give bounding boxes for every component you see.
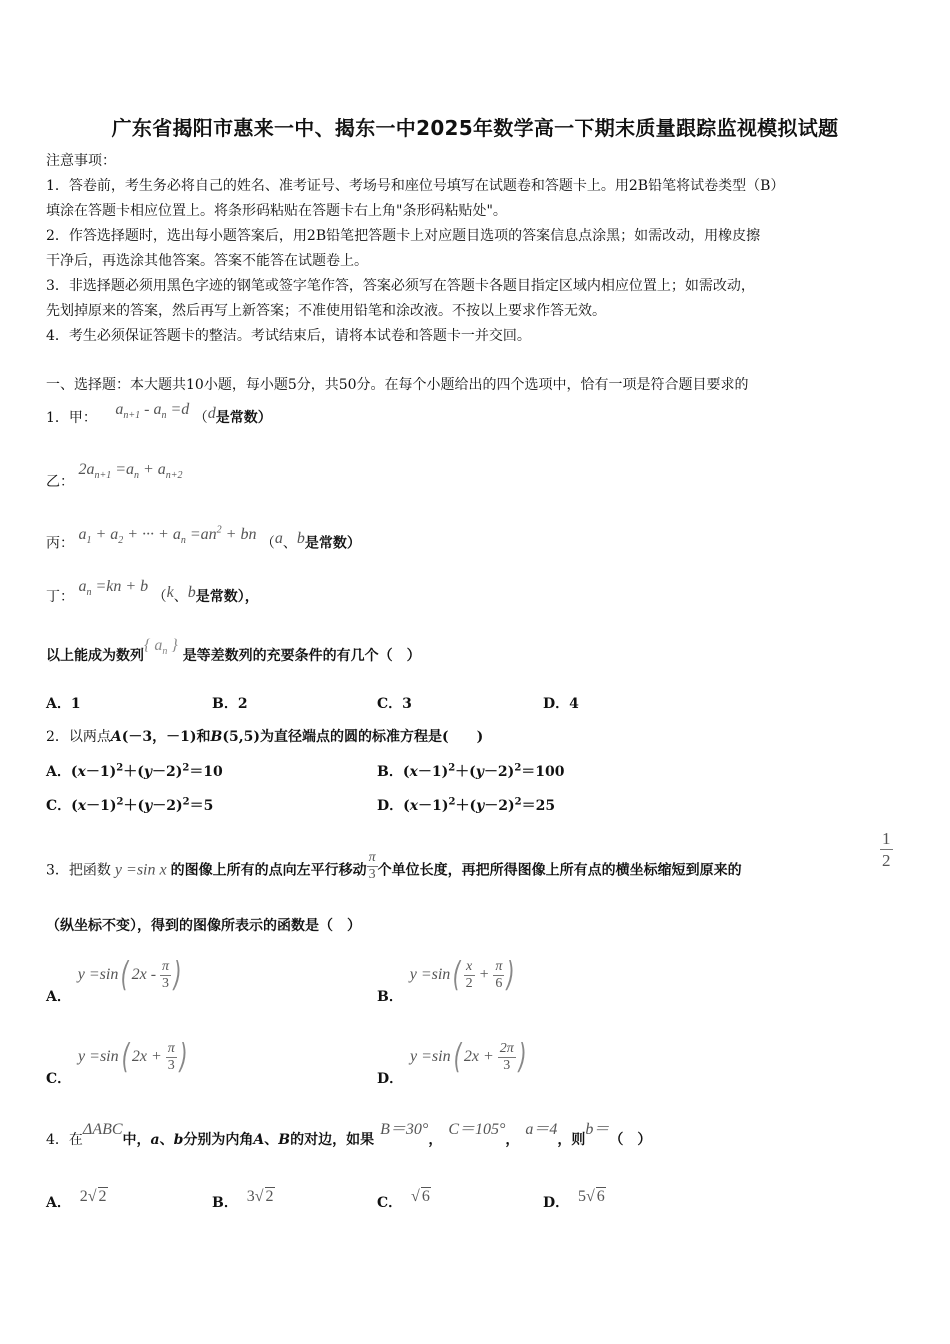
q1-option-c[interactable]: C．3 (377, 696, 412, 712)
q1-yi: 乙： $2a_{n+1} =a_n + a_{n+2}$ (46, 461, 183, 490)
q3-option-a[interactable]: A． y =sin( 2x - $\frac{\pi}{3}$ ) (46, 955, 182, 1005)
q2-option-d[interactable]: D．$(x-1)^2+(y-2)^2=25$ (377, 796, 556, 814)
q4-angle-c: C＝105° (448, 1121, 506, 1138)
q1-option-b[interactable]: B．2 (212, 696, 248, 712)
notice-heading: 注意事项： (46, 153, 116, 169)
q2-option-a[interactable]: A．$(x-1)^2+(y-2)^2=10$ (46, 762, 223, 780)
q4-ask-b: b＝ (585, 1121, 610, 1138)
q3-option-c[interactable]: C． y =sin( 2x + $\frac{\pi}{3}$ ) (46, 1037, 188, 1087)
q1-sequence: { $a_n$ } (144, 637, 178, 658)
q3-stem-line2: （纵坐标不变），得到的图像所表示的函数是（ ） (46, 918, 361, 934)
q1-bing: 丙： $a_1 + a_2$ + ··· + $a_n =an^2$ + bn （a、b是常数） (46, 525, 361, 552)
q3-option-b[interactable]: B． y =sin( $\frac{x}{2}$ + $\frac{\pi}{6}$ ) (377, 955, 515, 1005)
q3-half-fraction: $\frac{1}{2}$ (882, 829, 891, 870)
q1-jia: 1．甲： $a_{n+1} - a_n =d$ （d是常数） (46, 401, 272, 426)
q1-jia-label: 1．甲： (46, 410, 97, 426)
q4-option-d[interactable]: D． 5√ 6 (543, 1188, 605, 1211)
q4-angle-b: B＝30° (380, 1121, 429, 1138)
q1-ding-formula: $a_n =kn + b$ (78, 578, 149, 599)
notice-line: 4．考生必须保证答题卡的整洁。考试结束后，请将本试卷和答题卡一并交回。 (46, 328, 531, 344)
notice-line: 1．答卷前，考生务必将自己的姓名、准考证号、考场号和座位号填写在试题卷和答题卡上。用2B铅笔将试卷类型（B） (46, 178, 785, 194)
q1-jia-formula: $a_{n+1} - a_n =d$ (115, 401, 190, 422)
q2-option-b[interactable]: B．$(x-1)^2+(y-2)^2=100$ (377, 762, 565, 780)
notice-line: 填涂在答题卡相应位置上。将条形码粘贴在答题卡右上角"条形码粘贴处"。 (46, 203, 507, 219)
q4-stem: 4．在ΔABC中，a、b分别为内角A、B的对边，如果B＝30°，C＝105°，a＝4，则b＝（ ） (46, 1121, 652, 1148)
q4-triangle: ΔABC (82, 1121, 123, 1138)
q1-yi-formula: $2a_{n+1} =a_n + a_{n+2}$ (78, 461, 183, 482)
notice-line: 3．非选择题必须用黑色字迹的钢笔或签字笔作答，答案必须写在答题卡各题目指定区域内相应位置上；如需改动， (46, 278, 755, 294)
q3-function: y =sin x (110, 861, 171, 879)
q3-option-d[interactable]: D． y =sin( 2x + $\frac{2\pi}{3}$ ) (377, 1037, 527, 1087)
q1-question: 以上能成为数列{ $a_n$ } 是等差数列的充要条件的有几个（ ） (46, 637, 421, 664)
section-heading: 一、选择题：本大题共10小题，每小题5分，共50分。在每个小题给出的四个选项中，恰有一项是符合题目要求的 (46, 377, 749, 393)
q1-ding: 丁： $a_n =kn + b$ （k、b是常数）， (46, 578, 259, 605)
page-title: 广东省揭阳市惠来一中、揭东一中2025年数学高一下期末质量跟踪监视模拟试题 (111, 116, 839, 140)
notice-line: 2．作答选择题时，选出每小题答案后，用2B铅笔把答题卡上对应题目选项的答案信息点涂黑；如需改动，用橡皮擦 (46, 228, 761, 244)
q1-option-a[interactable]: A．1 (46, 696, 81, 712)
notice-line: 先划掉原来的答案，然后再写上新答案；不准使用铅笔和涂改液。不按以上要求作答无效。 (46, 303, 606, 319)
notice-line: 干净后，再选涂其他答案。答案不能答在试题卷上。 (46, 253, 368, 269)
q1-bing-formula: $a_1 + a_2$ + ··· + $a_n =an^2$ + bn (78, 525, 257, 547)
q1-option-d[interactable]: D．4 (543, 696, 579, 712)
q3-shift-fraction: $\frac{\pi}{3}$ (368, 850, 376, 882)
q4-option-c[interactable]: C． √ 6 (377, 1188, 430, 1211)
q4-side-a: a＝4 (525, 1121, 558, 1138)
q2-stem: 2．以两点A(－3，－1)和B(5,5)为直径端点的圆的标准方程是( ) (46, 729, 484, 745)
q4-option-a[interactable]: A． 2√ 2 (46, 1188, 107, 1211)
q2-option-c[interactable]: C．$(x-1)^2+(y-2)^2=5$ (46, 796, 214, 814)
q3-stem: 3．把函数 y =sin x 的图像上所有的点向左平行移动 $\frac{\pi}{3}$ 个单位长度，再把所得图像上所有点的横坐标缩短到原来的 (46, 850, 742, 882)
q4-option-b[interactable]: B． 3√ 2 (212, 1188, 274, 1211)
